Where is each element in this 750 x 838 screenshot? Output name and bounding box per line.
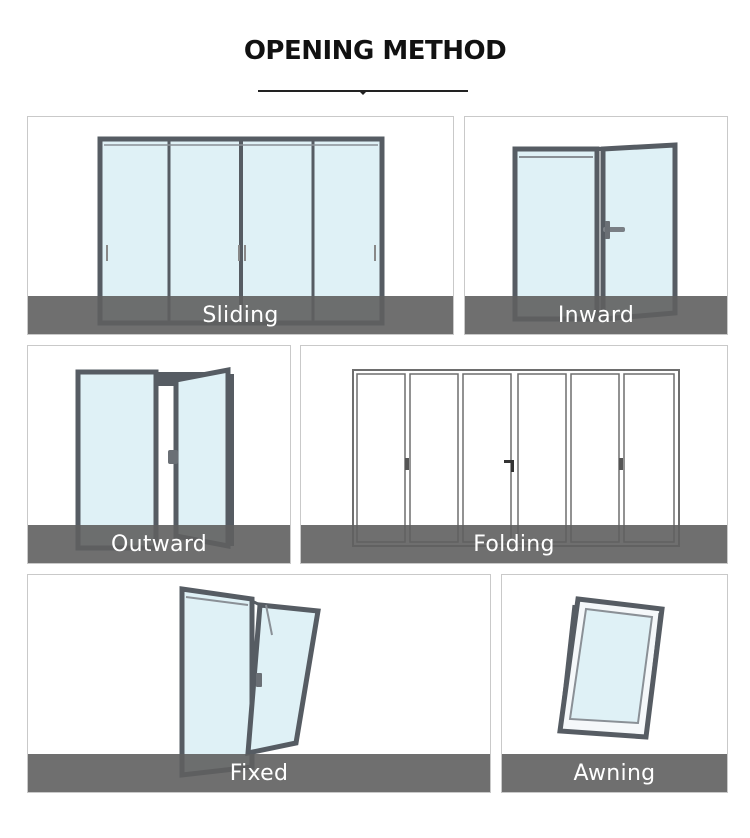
method-card-awning — [501, 574, 728, 793]
label-bar — [465, 296, 727, 334]
method-label-awning: Awning — [573, 760, 656, 786]
method-card-outward — [27, 345, 291, 564]
title-caret-icon — [358, 90, 368, 95]
label-bar — [28, 525, 290, 563]
method-label-outward: Outward — [110, 531, 208, 557]
label-bar — [502, 754, 727, 792]
method-card-folding — [300, 345, 728, 564]
method-card-fixed — [27, 574, 491, 793]
label-bar — [28, 296, 453, 334]
method-label-sliding: Sliding — [202, 302, 279, 328]
method-card-sliding — [27, 116, 454, 335]
page-title: OPENING METHOD — [243, 36, 507, 66]
label-bar — [301, 525, 727, 563]
method-label-folding: Folding — [473, 531, 555, 557]
label-bar — [28, 754, 490, 792]
method-card-inward — [464, 116, 728, 335]
method-label-fixed: Fixed — [229, 760, 289, 786]
method-label-inward: Inward — [557, 302, 635, 328]
